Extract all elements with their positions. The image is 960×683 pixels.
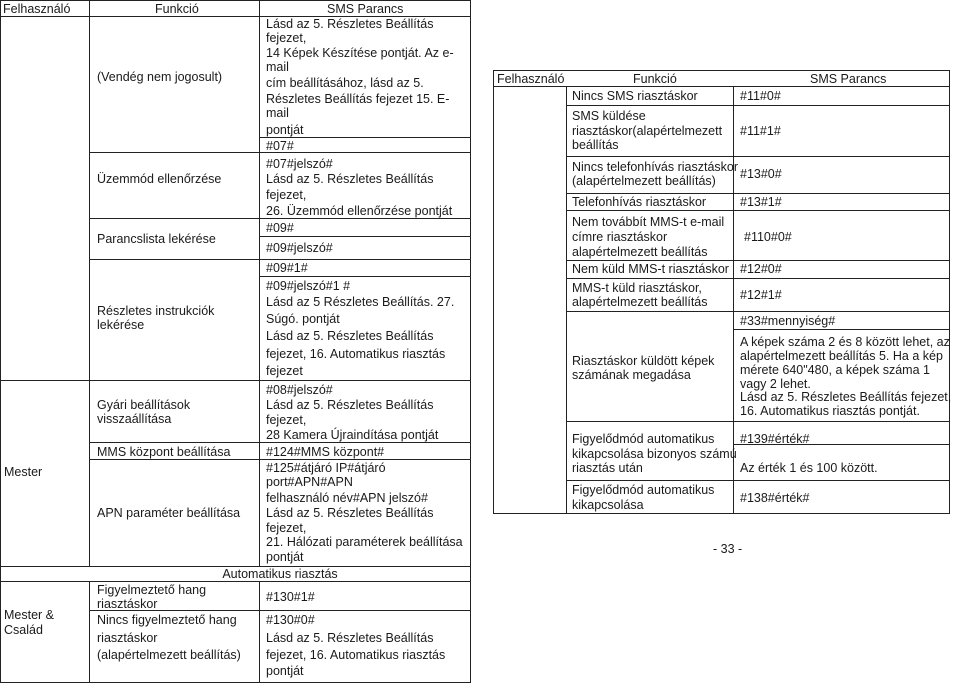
rt-sms-1: #11#1# [740,124,781,138]
sms-r1-line8: pontját [266,123,304,137]
sms-r5-line2: Lásd az 5. Részletes Beállítás [266,398,434,412]
user-master: Mester [4,465,43,479]
rt-note-8: Az érték 1 és 100 között. [740,461,878,475]
sms-r5-line4: 28 Kamera Újraindítása pontját [266,428,439,442]
rt-fn-6-a: MMS-t küld riasztáskor, [572,281,702,295]
sms-r2-line1: #07# [266,139,294,153]
sms-r4-line5: Lásd az 5. Részletes Beállítás [266,329,434,343]
rt-fn-5: Nem küld MMS-t riasztáskor [572,262,729,276]
rt-fn-6-b: alapértelmezett beállítás [572,295,708,309]
rt-fn-4-b: címre riasztáskor [572,230,668,244]
function-mms-center: MMS központ beállítása [97,445,231,459]
rt-fn-3: Telefonhívás riasztáskor [572,195,707,209]
sms-r8-line1: #130#1# [266,590,315,604]
rt-fn-4-a: Nem továbbít MMS-t e-mail [572,215,725,229]
rt-fn-8-a: Figyelődmód automatikus [572,432,715,446]
rt-sms-8: #139#érték# [740,432,810,446]
sms-r1-line2: fejezet, [266,31,307,45]
function-alarm-sound-on: Figyelmeztető hang [97,583,207,597]
rt-fn-2-a: Nincs telefonhívás riasztáskor [572,160,739,174]
rt-fn-1-b: riasztáskor(alapértelmezett [572,124,723,138]
sms-r7-line6: 21. Hálózati paraméterek beállítása [266,535,463,549]
sms-r9-line4: pontját [266,664,304,678]
rt-fn-7-a: Riasztáskor küldött képek [572,354,715,368]
function-factory-reset: Gyári beállítások [97,398,191,412]
sms-r6-line1: #124#MMS központ# [266,445,385,459]
rt-fn-9-a: Figyelődmód automatikus [572,483,715,497]
rt-sms-4: #110#0# [744,230,792,244]
function-mode-check: Üzemmód ellenőrzése [97,172,222,186]
sms-r1-line7: mail [266,106,289,120]
function-apn-params: APN paraméter beállítása [97,506,241,520]
sms-r2-line3: Lásd az 5. Részletes Beállítás [266,172,434,186]
sms-r4-line1: #09#1# [266,261,308,275]
rt-sms-6: #12#1# [740,288,782,302]
sms-r5-line3: fejezet, [266,413,307,427]
rt-fn-8-c: riasztás után [572,461,643,475]
sms-r5-line1: #08#jelszó# [266,383,333,397]
rt-sms-7: #33#mennyiség# [740,314,836,328]
sms-r7-line3: felhasználó név#APN jelszó# [266,491,428,505]
right-table [493,70,950,514]
rt-note-7-f: 16. Automatikus riasztás pontját. [740,404,920,418]
sms-r7-line1: #125#átjáró IP#átjáró [266,461,386,475]
sms-r4-line2: #09#jelszó#1 # [266,279,351,293]
sms-r4-line7: fejezet [266,364,303,378]
left-header-sms: SMS Parancs [327,2,404,16]
rt-sms-3: #13#1# [740,195,782,209]
function-alarm-sound-off-3: (alapértelmezett beállítás) [97,648,241,662]
left-header-user: Felhasználó [3,2,71,16]
sms-r3-line2: #09#jelszó# [266,241,333,255]
function-alarm-sound-on-2: riasztáskor [97,597,158,611]
sms-r2-line4: fejezet, [266,188,307,202]
rt-fn-8-b: kikapcsolása bizonyos számú [572,447,737,461]
function-command-list: Parancslista lekérése [97,232,216,246]
sms-r7-line4: Lásd az 5. Részletes Beállítás [266,506,434,520]
rt-note-7-b: alapértelmezett beállítás 5. Ha a kép [740,349,943,363]
rt-fn-9-b: kikapcsolása [572,498,644,512]
right-header-sms: SMS Parancs [810,72,887,86]
user-master-family-1: Mester & [4,608,55,622]
function-detailed-help-2: lekérése [97,318,145,332]
rt-fn-2-b: (alapértelmezett beállítás) [572,174,716,188]
sms-r7-line7: pontját [266,550,304,564]
sms-r1-line6: Részletes Beállítás fejezet 15. E- [266,92,450,106]
sms-r2-line2: #07#jelszó# [266,157,333,171]
rt-note-7-a: A képek száma 2 és 8 között lehet, az [740,335,950,349]
sms-r9-line2: Lásd az 5. Részletes Beállítás [266,631,434,645]
sms-r1-line3: 14 Képek Készítése pontját. Az e- [266,46,454,60]
sms-r1-line1: Lásd az 5. Részletes Beállítás [266,17,434,31]
user-guest: (Vendég nem jogosult) [97,70,223,84]
sms-r2-line5: 26. Üzemmód ellenőrzése pontját [266,204,453,218]
rt-fn-1-a: SMS küldése [572,109,646,123]
rt-note-7-d: vagy 2 lehet. [740,377,811,391]
rt-fn-4-c: alapértelmezett beállítás [572,245,708,259]
rt-note-7-e: Lásd az 5. Részletes Beállítás fejezet, [740,390,952,404]
sms-r9-line3: fejezet, 16. Automatikus riasztás [266,648,446,662]
rt-sms-9: #138#érték# [740,491,810,505]
sms-r7-line5: fejezet, [266,521,307,535]
rt-sms-2: #13#0# [740,167,782,181]
sms-r7-line2: port#APN#APN [266,475,353,489]
right-header-function: Funkció [633,72,677,86]
rt-fn-0: Nincs SMS riasztáskor [572,89,698,103]
function-alarm-sound-off: Nincs figyelmeztető hang [97,613,237,627]
sms-r3-line1: #09# [266,221,294,235]
page-number: - 33 - [713,542,743,556]
sms-r4-line3: Lásd az 5 Részletes Beállítás. 27. [266,295,455,309]
sms-r4-line6: fejezet, 16. Automatikus riasztás [266,347,446,361]
user-master-family-2: Család [4,623,43,637]
sms-r9-line1: #130#0# [266,613,315,627]
section-auto-alarm: Automatikus riasztás [222,567,338,581]
right-header-user: Felhasználó [497,72,565,86]
sms-r1-line4: mail [266,60,289,74]
left-table [0,0,471,683]
function-detailed-help: Részletes instrukciók [97,304,215,318]
function-factory-reset-2: visszaállítása [97,412,172,426]
rt-sms-0: #11#0# [740,89,781,103]
sms-r1-line5: cím beállításához, lásd az 5. [266,76,424,90]
rt-note-7-c: mérete 640"480, a képek száma 1 [740,363,930,377]
left-header-function: Funkció [155,2,199,16]
function-alarm-sound-off-2: riasztáskor [97,631,158,645]
rt-fn-1-c: beállítás [572,138,619,152]
rt-sms-5: #12#0# [740,262,782,276]
sms-r4-line4: Súgó. pontját [266,312,340,326]
rt-fn-7-b: számának megadása [572,368,691,382]
